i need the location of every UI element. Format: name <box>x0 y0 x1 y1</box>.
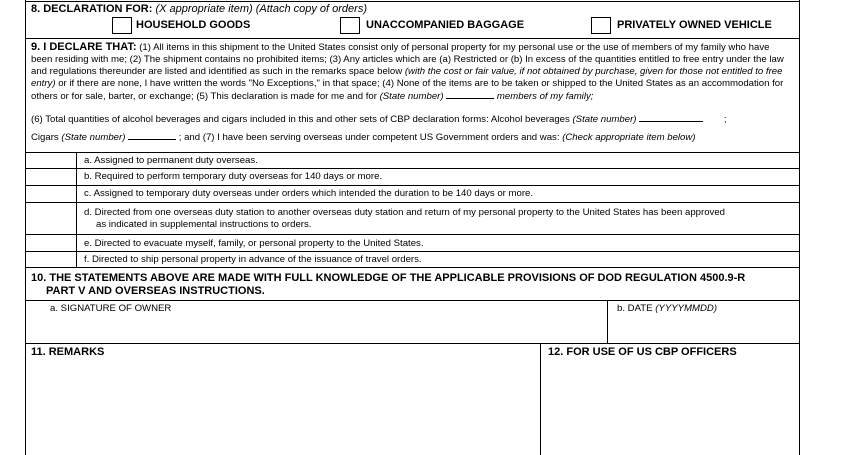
item-c-divider <box>26 202 799 203</box>
item-b-label[interactable]: b. Required to perform temporary duty overseas for 140 days or more. <box>84 171 383 182</box>
date-label-group <box>617 303 717 314</box>
item-c-label[interactable]: c. Assigned to temporary duty overseas under orders which intended the duration to be 140 days or more. <box>84 188 534 199</box>
state-number-label: (State number) <box>379 90 444 102</box>
date-label: b. DATE <box>617 303 653 314</box>
alcohol-text: (6) Total quantities of alcohol beverages and cigars included in this and other sets of CBP declaration forms: Alcohol beverages <box>31 114 570 125</box>
item-a-label[interactable]: a. Assigned to permanent duty overseas. <box>84 155 258 166</box>
item-a-divider <box>26 168 799 169</box>
section9-text-b: or if there are none, I have written the words "No Exceptions," in that space; (4) None of the items are to be taken or shipped to the United States as an accommodation for others or for sale, barter, or exchange; (5) This declaration is made for me and for <box>31 77 784 102</box>
alcohol-state-number-label: (State number) <box>572 114 637 125</box>
item-d-label[interactable]: d. Directed from one overseas duty station to another overseas duty station and return of my personal property to the United States has been approved <box>84 207 726 218</box>
alcohol-quantity-field[interactable] <box>639 113 703 122</box>
items-top-border <box>26 152 799 153</box>
item-f-label[interactable]: f. Directed to ship personal property in advance of the issuance of travel orders. <box>84 254 422 265</box>
section9-title: 9. I DECLARE THAT: <box>31 41 137 53</box>
section9-text-a: (1) All items in this shipment to the United States consist only of personal property for my personal use or the use of members of my family who have been residing with me; (2) The shipment contains no prohibited items; (3) Any articles which are (a) Restricted or (b) In excess of the quantities entitled to free entry under the law and regulations thereunder are listed and identified as such in the remarks space below <box>31 42 784 77</box>
section9-text-a-italic: (with the cost or fair value, if not obtained by purchase, given for those not entitled to free entry) <box>31 65 783 89</box>
cbp-officers-field[interactable] <box>544 360 794 452</box>
alcohol-semicolon: ; <box>723 114 727 125</box>
members-of-family-label: members of my family; <box>496 90 594 102</box>
cigars-quantity-field[interactable] <box>128 131 176 140</box>
item-d-divider <box>26 234 799 235</box>
cigars-state-number-label: (State number) <box>61 132 126 143</box>
date-field[interactable] <box>611 314 796 340</box>
date-format-label: (YYYYMMDD) <box>655 303 718 314</box>
cbp-officers-title: 12. FOR USE OF US CBP OFFICERS <box>548 346 737 358</box>
signature-label: a. SIGNATURE OF OWNER <box>50 303 172 314</box>
unaccompanied-baggage-checkbox[interactable] <box>340 17 360 34</box>
item-d-label-line2: as indicated in supplemental instructions to orders. <box>96 219 312 230</box>
items-bottom-border <box>26 267 799 268</box>
cigars-label: Cigars <box>31 132 59 143</box>
customs-declaration-form <box>25 0 800 455</box>
privately-owned-vehicle-checkbox[interactable] <box>591 17 611 34</box>
item7-text: ; and (7) I have been serving overseas under competent US Government orders and was: <box>178 132 560 143</box>
signature-field[interactable] <box>31 314 601 340</box>
remarks-cbp-divider <box>540 343 541 455</box>
item-e-label[interactable]: e. Directed to evacuate myself, family, or personal property to the United States. <box>84 238 424 249</box>
section9-item7 <box>31 131 696 143</box>
section8-instruction: (X appropriate item) (Attach copy of orders) <box>155 3 367 15</box>
household-goods-checkbox[interactable] <box>112 17 132 34</box>
top-border <box>26 1 799 2</box>
item-e-divider <box>26 251 799 252</box>
section10-divider <box>26 300 799 301</box>
privately-owned-vehicle-label: PRIVATELY OWNED VEHICLE <box>617 19 772 31</box>
household-goods-label: HOUSEHOLD GOODS <box>136 19 251 31</box>
divider-8-9 <box>26 38 799 39</box>
check-item-instruction: (Check appropriate item below) <box>562 132 696 143</box>
unaccompanied-baggage-label: UNACCOMPANIED BAGGAGE <box>366 19 525 31</box>
item-b-divider <box>26 185 799 186</box>
section9-item6 <box>31 113 727 125</box>
section10-title-line2: PART V AND OVERSEAS INSTRUCTIONS. <box>46 285 265 297</box>
section10-title-line1: 10. THE STATEMENTS ABOVE ARE MADE WITH FULL KNOWLEDGE OF THE APPLICABLE PROVISIONS OF DOD REGULATION 4500.9-R <box>31 272 746 284</box>
remarks-title: 11. REMARKS <box>31 346 105 358</box>
section10-bottom-border <box>26 343 799 344</box>
items-check-column-divider <box>76 152 77 267</box>
section9-paragraph <box>31 42 791 103</box>
section8-title: 8. DECLARATION FOR: <box>31 3 153 15</box>
date-column-divider <box>607 300 608 343</box>
members-count-field[interactable] <box>446 90 494 99</box>
section8-header <box>31 3 367 15</box>
remarks-field[interactable] <box>28 360 536 452</box>
